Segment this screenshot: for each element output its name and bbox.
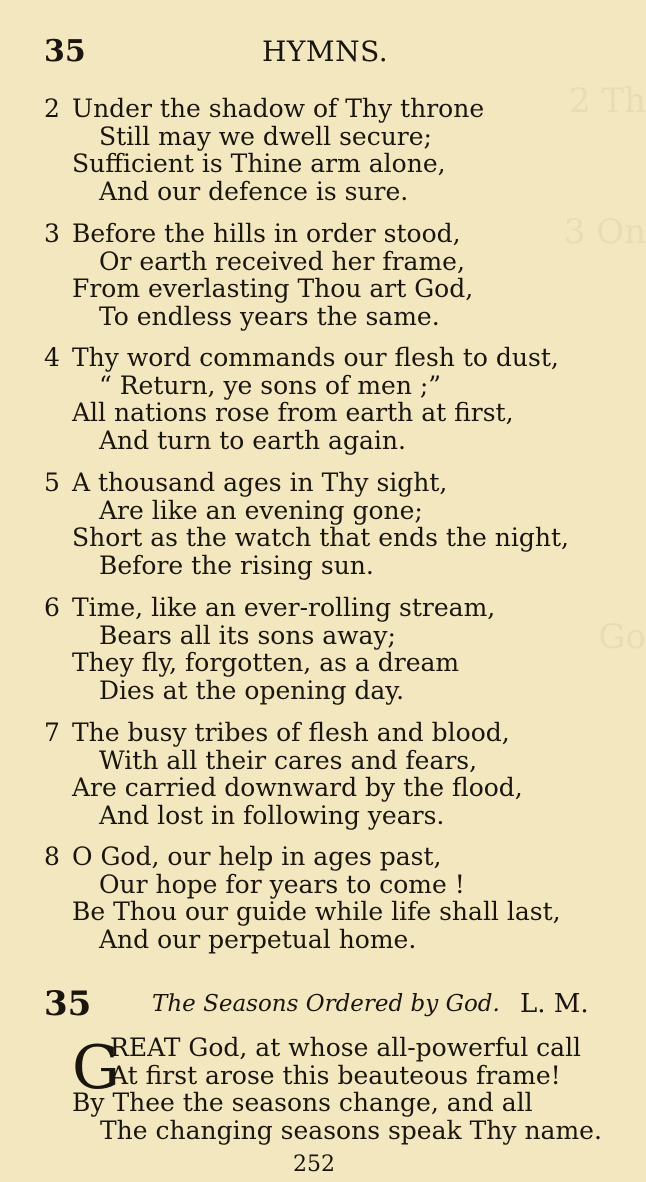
verse-line: 4 Thy word commands our flesh to dust, — [44, 343, 559, 372]
hymn-line: REAT God, at whose all-powerful call — [110, 1033, 582, 1062]
bleed-through-text: Go — [598, 617, 646, 657]
hymn-line: By Thee the seasons change, and all — [72, 1088, 533, 1117]
dropcap-letter: G — [72, 1033, 120, 1103]
verse-2 — [44, 95, 624, 205]
verse-line: 3 Before the hills in order stood, — [44, 219, 461, 248]
verse-number: 6 — [44, 593, 60, 622]
page-title: HYMNS. — [262, 35, 389, 68]
verse-line: 6 Time, like an ever-rolling stream, — [44, 593, 496, 622]
hymn-line: At first arose this beauteous frame! — [110, 1060, 561, 1090]
verse-number: 3 — [44, 219, 60, 248]
verse-line: Our hope for years to come ! — [99, 869, 465, 899]
verse-line: And our defence is sure. — [99, 176, 409, 206]
hymn-heading — [44, 980, 614, 1028]
hymn-verse — [44, 1034, 614, 1144]
page-header — [44, 34, 640, 70]
bleed-through-text: 3 On — [563, 212, 646, 252]
bleed-through-text: 2 Th — [568, 81, 646, 121]
verse-line: And lost in following years. — [99, 800, 445, 830]
verse-number: 8 — [44, 842, 60, 871]
verse-line: To endless years the same. — [99, 301, 440, 331]
verse-7 — [44, 719, 624, 829]
verse-line: Are carried downward by the flood, — [72, 773, 523, 802]
verse-line: Sufficient is Thine arm alone, — [72, 149, 446, 178]
verse-number: 2 — [44, 94, 60, 123]
verse-number: 4 — [44, 343, 60, 372]
verse-line: 2 Under the shadow of Thy throne — [44, 94, 485, 123]
hymn-line: The changing seasons speak Thy name. — [100, 1115, 602, 1145]
verse-line: Before the rising sun. — [99, 550, 374, 580]
verse-line: They fly, forgotten, as a dream — [72, 648, 460, 677]
verse-line: With all their cares and fears, — [99, 745, 478, 775]
verse-3 — [44, 220, 624, 330]
verse-line: 5 A thousand ages in Thy sight, — [44, 468, 448, 497]
verse-line: Bears all its sons away; — [99, 620, 396, 650]
verse-line: Be Thou our guide while life shall last, — [72, 897, 561, 926]
verse-line: From everlasting Thou art God, — [72, 274, 474, 303]
verse-line: All nations rose from earth at first, — [72, 398, 514, 427]
verse-line: Or earth received her frame, — [99, 246, 465, 276]
verse-6 — [44, 594, 624, 704]
verse-4 — [44, 344, 624, 454]
verse-line: 8 O God, our help in ages past, — [44, 842, 442, 871]
verse-8 — [44, 843, 624, 953]
hymn-number: 35 — [44, 984, 92, 1024]
page-number: 35 — [44, 34, 86, 69]
verse-5 — [44, 469, 624, 579]
hymn-title: The Seasons Ordered by God. — [152, 991, 500, 1017]
verse-line: And our perpetual home. — [99, 924, 417, 954]
verse-number: 7 — [44, 718, 60, 747]
verse-line: Still may we dwell secure; — [99, 121, 432, 151]
verse-line: Are like an evening gone; — [99, 495, 423, 525]
hymn-meter: L. M. — [520, 989, 589, 1019]
verse-line: And turn to earth again. — [99, 425, 406, 455]
verse-line: 7 The busy tribes of flesh and blood, — [44, 718, 510, 747]
verse-number: 5 — [44, 468, 60, 497]
verse-line: Short as the watch that ends the night, — [72, 523, 569, 552]
verse-line: Dies at the opening day. — [99, 675, 405, 705]
verse-line: “ Return, ye sons of men ;” — [99, 370, 442, 400]
page-footer-number: 252 — [293, 1152, 335, 1177]
